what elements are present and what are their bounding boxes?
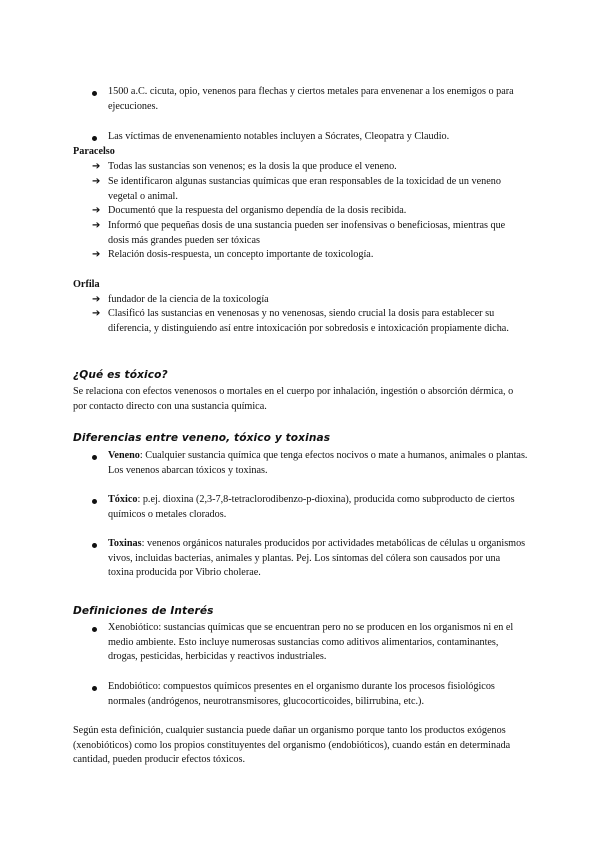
arrow-right-icon: ➔ — [92, 308, 101, 319]
definiciones-item-xenobiotico: Xenobiótico: sustancias químicas que se encuentran pero no se producen en los organismos ni en el medio ambiente. Esto incluye numerosas sustancias como aditivos alimentarios, contaminantes, drogas, pesticidas, herbicidas y reactivos industriales. — [108, 622, 514, 663]
arrow-right-icon: ➔ — [92, 161, 101, 172]
que-es-toxico-body: Se relaciona con efectos venenosos o mortales en el cuerpo por inhalación, ingestión o absorción dérmica, o por contacto directo con una sustancia química. — [73, 386, 514, 412]
paracelso-item-1: Todas las sustancias son venenos; es la dosis la que produce el veneno. — [108, 161, 397, 172]
paracelso-item-5: Relación dosis-respuesta, un concepto importante de toxicología. — [108, 249, 374, 260]
paracelso-heading: Paracelso — [73, 146, 115, 157]
intro-bullet-2: Las víctimas de envenenamiento notables incluyen a Sócrates, Cleopatra y Claudio. — [108, 131, 450, 142]
bullet-icon — [92, 91, 97, 96]
arrow-right-icon: ➔ — [92, 220, 101, 231]
orfila-item-2: Clasificó las sustancias en venenosas y no venenosas, siendo crucial la dosis para establecer su diferencia, y distinguiendo así entre intoxicación por sobredosis e intoxicación propiamente dicha. — [108, 308, 509, 334]
arrow-right-icon: ➔ — [92, 249, 101, 260]
term-veneno: Veneno — [108, 450, 140, 461]
paracelso-item-4: Informó que pequeñas dosis de una sustancia pueden ser inofensivas o beneficiosas, mientras que dosis más grandes pueden ser tóxicas — [108, 220, 506, 246]
diferencias-item-toxinas — [108, 537, 528, 581]
definiciones-heading: Definiciones de Interés — [73, 605, 214, 617]
term-toxinas: Toxinas — [108, 538, 142, 549]
bullet-icon — [92, 627, 97, 632]
def-toxico: : p.ej. dioxina (2,3-7,8-tetraclorodibenzo-p-dioxina), producida como subproducto de ciertos químicos o metales clorados. — [108, 494, 515, 520]
bullet-icon — [92, 455, 97, 460]
arrow-right-icon: ➔ — [92, 176, 101, 187]
diferencias-heading: Diferencias entre veneno, tóxico y toxinas — [73, 432, 331, 444]
bullet-icon — [92, 499, 97, 504]
orfila-item-1: fundador de la ciencia de la toxicología — [108, 294, 269, 305]
def-veneno: : Cualquier sustancia química que tenga efectos nocivos o mate a humanos, animales o plantas. Los venenos abarcan tóxicos y toxinas. — [108, 450, 528, 476]
bullet-icon — [92, 136, 97, 141]
diferencias-item-veneno — [108, 449, 528, 478]
closing-paragraph: Según esta definición, cualquier sustancia puede dañar un organismo porque tanto los productos exógenos (xenobióticos) como los propios constituyentes del organismo (endobióticos), cuando están en determinada cantidad, pueden producir efectos tóxicos. — [73, 725, 511, 766]
definiciones-item-endobiotico: Endobiótico: compuestos químicos presentes en el organismo durante los procesos fisiológicos normales (andrógenos, neurotransmisores, glucocorticoides, bilirrubina, etc.). — [108, 681, 495, 707]
paracelso-item-3: Documentó que la respuesta del organismo dependía de la dosis recibida. — [108, 205, 407, 216]
diferencias-item-toxico — [108, 493, 528, 522]
bullet-icon — [92, 686, 97, 691]
arrow-right-icon: ➔ — [92, 294, 101, 305]
orfila-heading: Orfila — [73, 279, 100, 290]
arrow-right-icon: ➔ — [92, 205, 101, 216]
paracelso-item-2: Se identificaron algunas sustancias químicas que eran responsables de la toxicidad de un veneno vegetal o animal. — [108, 176, 501, 202]
def-toxinas: : venenos orgánicos naturales producidos por actividades metabólicas de células u organismos vivos, incluidas bacterias, animales y plantas. Pej. Los síntomas del cólera son causados por una toxina producida por Vibrio cholerae. — [108, 538, 526, 579]
intro-bullet-1: 1500 a.C. cicuta, opio, venenos para flechas y ciertos metales para envenenar a los enemigos o para ejecuciones. — [108, 86, 514, 112]
term-toxico: Tóxico — [108, 494, 138, 505]
que-es-toxico-heading: ¿Qué es tóxico? — [73, 369, 168, 381]
bullet-icon — [92, 543, 97, 548]
